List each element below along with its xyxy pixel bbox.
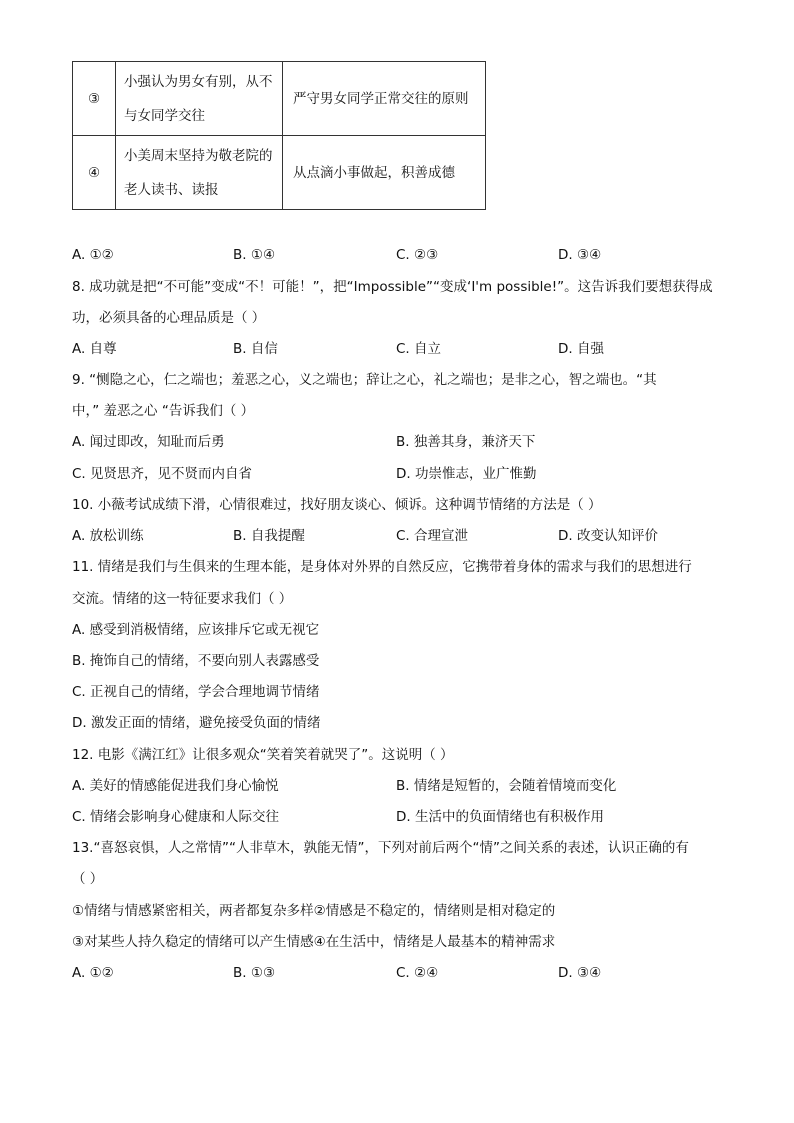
- q8-option-d: D. 自强: [558, 341, 604, 357]
- q11-stem-line-2: 交流。情绪的这一特征要求我们（ ）: [72, 591, 293, 607]
- row-number: ③: [73, 62, 116, 136]
- table-cell: 严守男女同学正常交往的原则: [283, 62, 486, 136]
- q11-option-b: B. 掩饰自己的情绪，不要向别人表露感受: [72, 653, 320, 669]
- q13-option-a: A. ①②: [72, 965, 114, 981]
- q9-stem-line-2: 中，” 羞恶之心 “告诉我们（ ）: [72, 403, 255, 419]
- q10-option-a: A. 放松训练: [72, 528, 144, 544]
- q11-option-c: C. 正视自己的情绪，学会合理地调节情绪: [72, 684, 320, 700]
- q9-option-a: A. 闻过即改，知耻而后勇: [72, 434, 225, 450]
- q13-option-d: D. ③④: [558, 965, 602, 981]
- table-cell: 从点滴小事做起，积善成德: [283, 136, 486, 210]
- q12-option-a: A. 美好的情感能促进我们身心愉悦: [72, 778, 279, 794]
- table-row: [73, 62, 486, 136]
- q9-option-b: B. 独善其身，兼济天下: [396, 434, 536, 450]
- q7-option-c: C. ②③: [396, 247, 439, 263]
- q7-option-a: A. ①②: [72, 247, 114, 263]
- q10-option-d: D. 改变认知评价: [558, 528, 658, 544]
- q11-option-a: A. 感受到消极情绪，应该排斥它或无视它: [72, 622, 320, 638]
- q13-stem-line-1: 13.“喜怒哀惧，人之常情”“人非草木，孰能无情”，下列对前后两个“情”之间关系的表述，认识正确的有: [72, 840, 689, 856]
- q9-option-d: D. 功崇惟志，业广惟勤: [396, 466, 537, 482]
- q13-statement-line-2: ③对某些人持久稳定的情绪可以产生情感④在生活中，情绪是人最基本的精神需求: [72, 934, 556, 950]
- table-row: [73, 136, 486, 210]
- q8-stem-line-2: 功，必须具备的心理品质是（ ）: [72, 310, 266, 326]
- q13-statement-line-1: ①情绪与情感紧密相关，两者都复杂多样②情感是不稳定的，情绪则是相对稳定的: [72, 903, 556, 919]
- q7-option-d: D. ③④: [558, 247, 602, 263]
- question-7-table: [72, 61, 486, 210]
- q11-stem-line-1: 11. 情绪是我们与生俱来的生理本能，是身体对外界的自然反应，它携带着身体的需求与我们的思想进行: [72, 559, 692, 575]
- q9-option-c: C. 见贤思齐，见不贤而内自省: [72, 466, 253, 482]
- q10-option-b: B. 自我提醒: [233, 528, 305, 544]
- row-number: ④: [73, 136, 116, 210]
- q8-option-a: A. 自尊: [72, 341, 117, 357]
- table-cell: 小美周末坚持为敬老院的老人读书、读报: [116, 136, 283, 210]
- q13-option-c: C. ②④: [396, 965, 439, 981]
- q12-option-b: B. 情绪是短暂的，会随着情境而变化: [396, 778, 617, 794]
- q11-option-d: D. 激发正面的情绪，避免接受负面的情绪: [72, 715, 321, 731]
- q10-stem: 10. 小薇考试成绩下滑，心情很难过，找好朋友谈心、倾诉。这种调节情绪的方法是（ ）: [72, 497, 602, 513]
- q13-stem-line-2: （ ）: [72, 871, 104, 887]
- q8-stem-line-1: 8. 成功就是把“不可能”变成“不！可能！”，把“Impossible”“变成‘I'm possible!”。这告诉我们要想获得成: [72, 279, 713, 295]
- q8-option-b: B. 自信: [233, 341, 278, 357]
- q7-option-b: B. ①④: [233, 247, 276, 263]
- q9-stem-line-1: 9. “恻隐之心，仁之端也；羞恶之心，义之端也；辞让之心，礼之端也；是非之心，智之端也。“其: [72, 372, 657, 388]
- q12-option-c: C. 情绪会影响身心健康和人际交往: [72, 809, 280, 825]
- q13-option-b: B. ①③: [233, 965, 276, 981]
- q12-option-d: D. 生活中的负面情绪也有积极作用: [396, 809, 604, 825]
- table-cell: 小强认为男女有别，从不与女同学交往: [116, 62, 283, 136]
- q10-option-c: C. 合理宣泄: [396, 528, 469, 544]
- q12-stem: 12. 电影《满江红》让很多观众“笑着笑着就哭了”。这说明（ ）: [72, 747, 454, 763]
- q8-option-c: C. 自立: [396, 341, 442, 357]
